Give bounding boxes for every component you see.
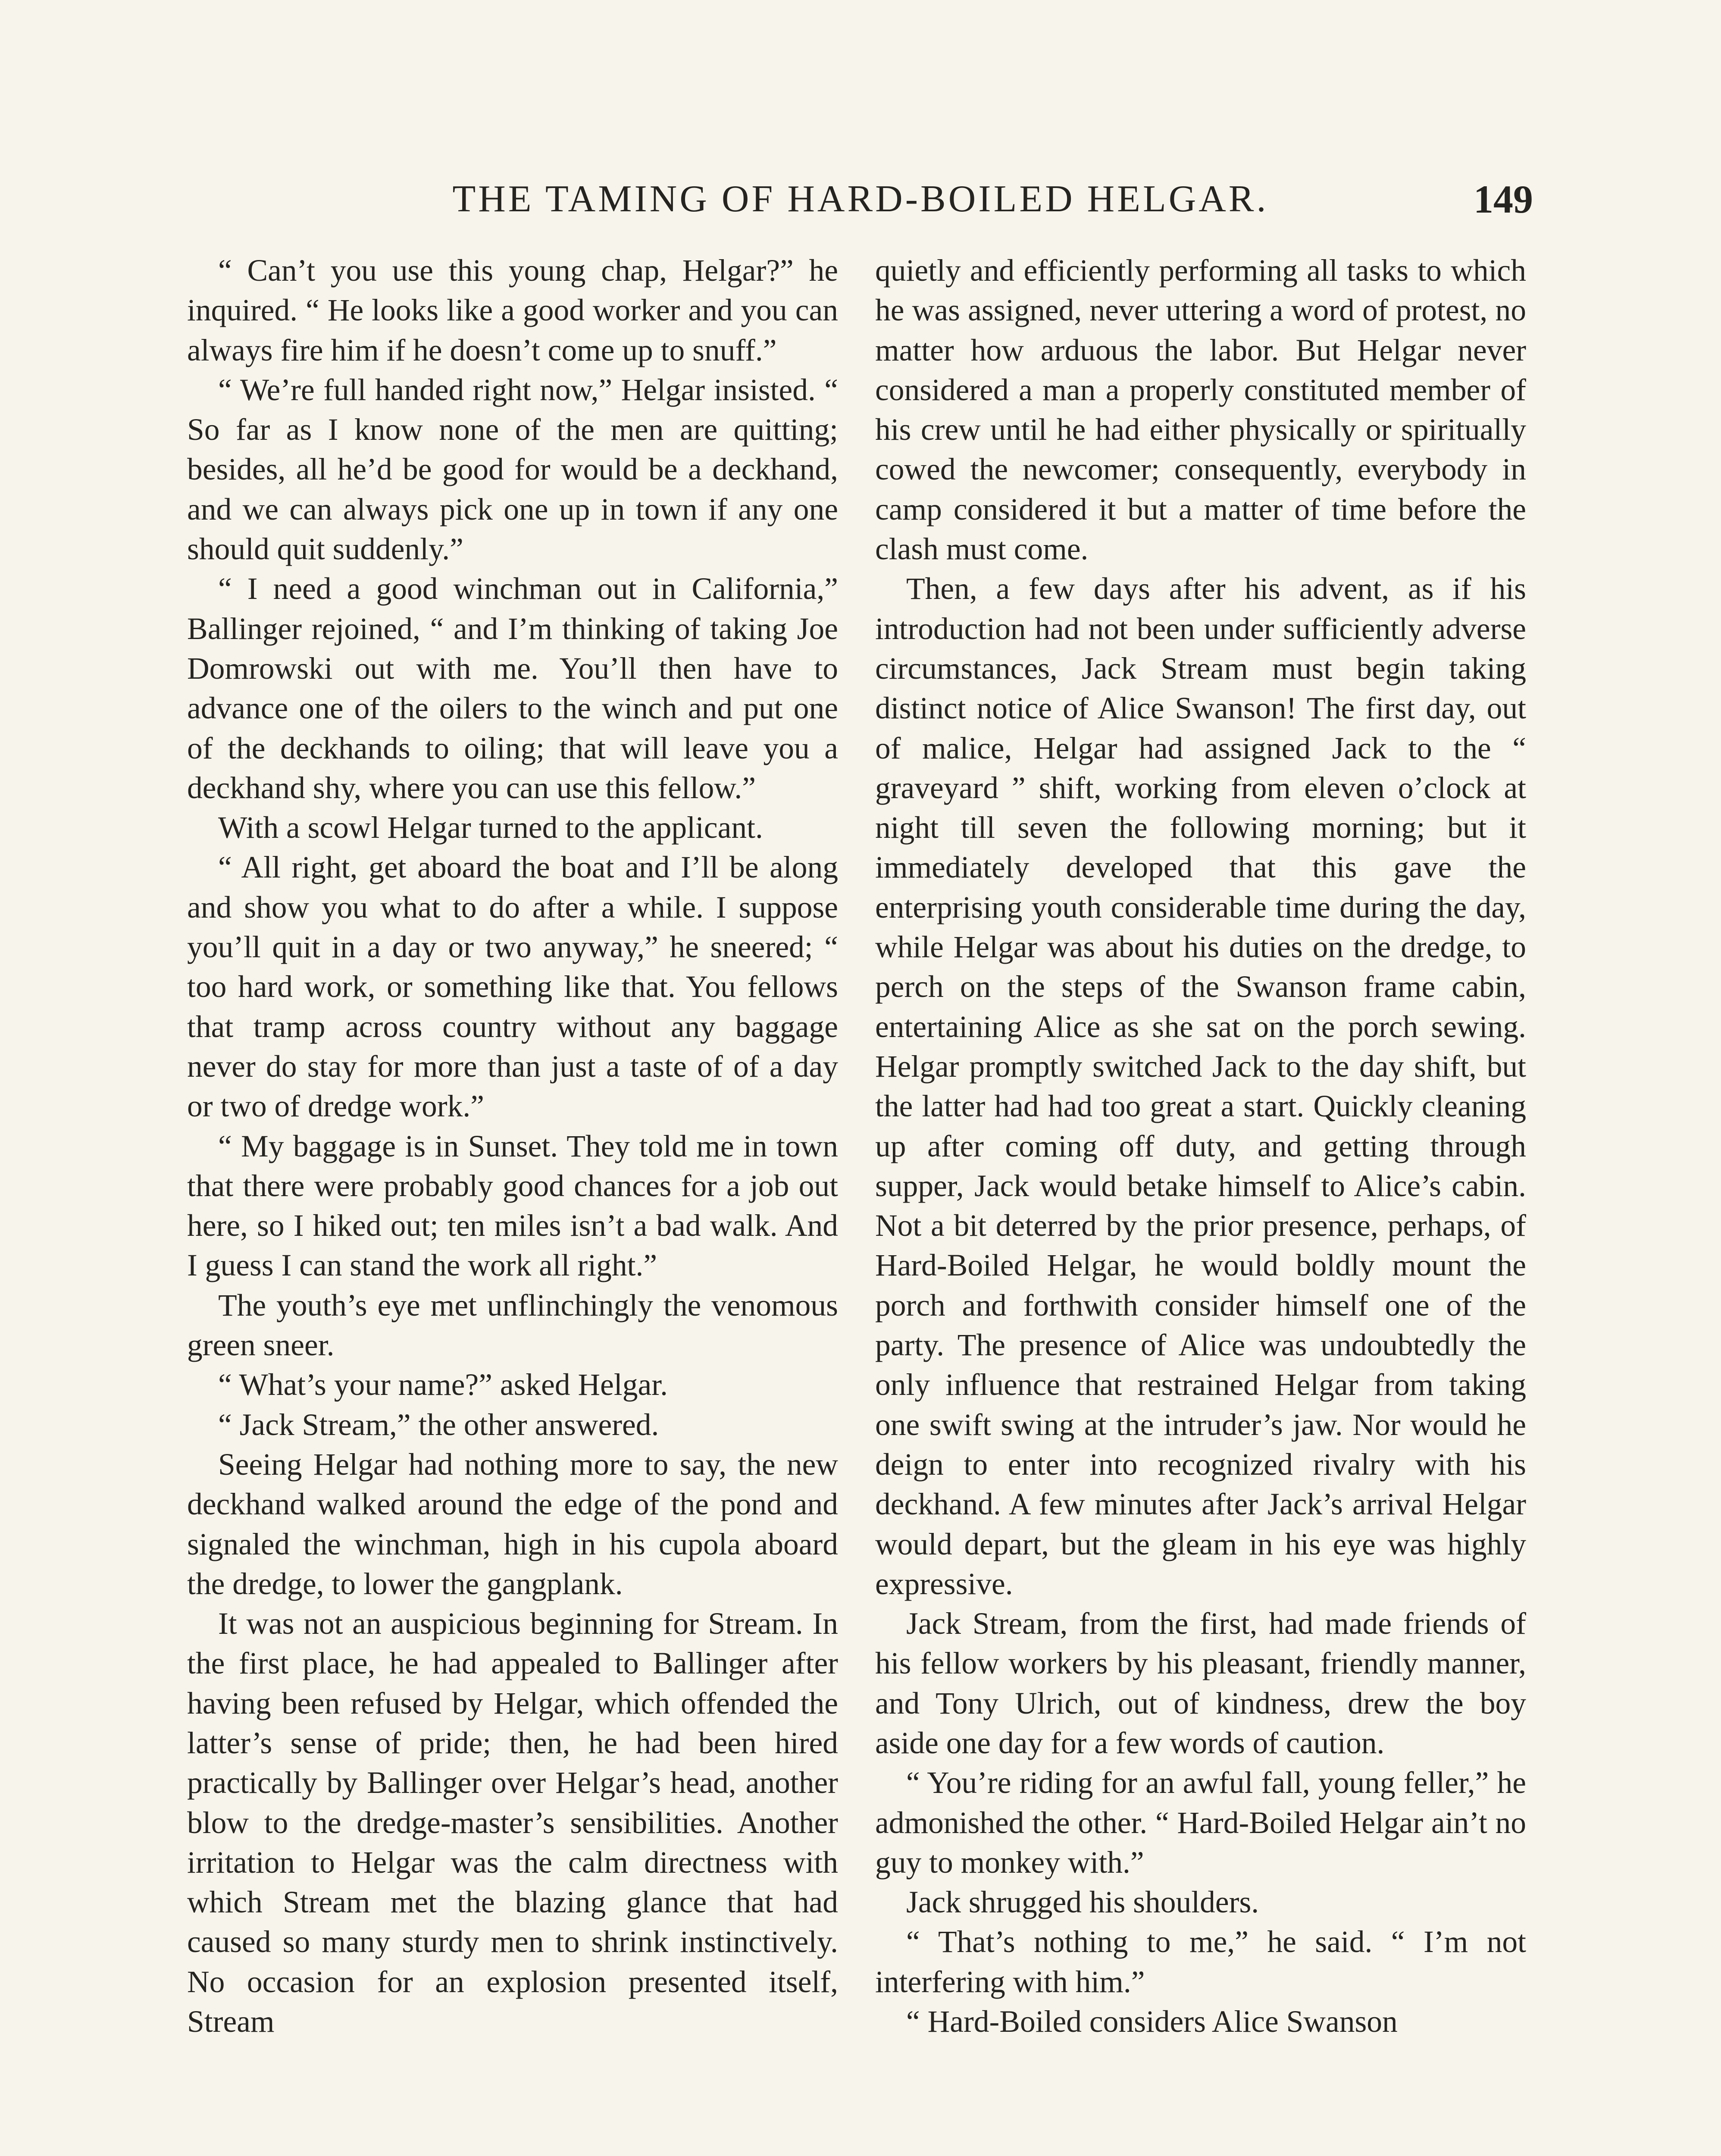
- paragraph-continued: quietly and efficiently performing all tasks to which he was assigned, never uttering a word of protest, no matter how arduous the labor. But Helgar never considered a man a properly constituted member of his crew until he had either physically or spiritually cowed the newcomer; consequently, everybody in camp considered it but a matter of time before the clash must come.: [875, 254, 1526, 567]
- paragraph: “ You’re riding for an awful fall, young feller,” he admonished the other. “ Hard-Boiled Helgar ain’t no guy to monkey with.”: [875, 1766, 1526, 1880]
- paragraph: Then, a few days after his advent, as if his introduction had not been under sufficiently adverse circumstances, Jack Stream must begin taking distinct notice of Alice Swanson! The first day, out of malice, Helgar had assigned Jack to the “ graveyard ” shift, working from eleven o’clock at night till seven the following morning; but it immediately developed that this gave the enterprising youth considerable time during the day, while Helgar was about his duties on the dredge, to perch on the steps of the Swanson frame cabin, entertaining Alice as she sat on the porch sewing. Helgar promptly switched Jack to the day shift, but the latter had had too great a start. Quickly cleaning up after coming off duty, and getting through supper, Jack would betake himself to Alice’s cabin. Not a bit deterred by the prior presence, perhaps, of Hard-Boiled Helgar, he would boldly mount the porch and forthwith consider himself one of the party. The presence of Alice was undoubtedly the only influence that restrained Helgar from taking one swift swing at the intruder’s jaw. Nor would he deign to enter into recognized rivalry with his deckhand. A few minutes after Jack’s arrival Helgar would depart, but the gleam in his eye was highly expressive.: [875, 572, 1526, 1601]
- left-column: [187, 251, 838, 2042]
- paragraph: With a scowl Helgar turned to the applicant.: [218, 811, 763, 845]
- paragraph: “ What’s your name?” asked Helgar.: [218, 1368, 668, 1402]
- paragraph: Jack shrugged his shoulders.: [906, 1885, 1259, 1920]
- paragraph: Jack Stream, from the first, had made friends of his fellow workers by his pleasant, friendly manner, and Tony Ulrich, out of kindness, drew the boy aside one day for a few words of caution.: [875, 1607, 1526, 1760]
- paragraph: “ Jack Stream,” the other answered.: [218, 1407, 659, 1442]
- running-header: [188, 173, 1533, 225]
- paragraph: “ My baggage is in Sunset. They told me in town that there were probably good chances for a job out here, so I hiked out; ten miles isn’t a bad walk. And I guess I can stand the work all right.”: [187, 1129, 838, 1283]
- paragraph: “ I need a good winchman out in California,” Ballinger rejoined, “ and I’m thinking of taking Joe Domrowski out with me. You’ll then have to advance one of the oilers to the winch and put one of the deckhands to oiling; that will leave you a deckhand shy, where you can use this fellow.”: [187, 572, 838, 805]
- page-number: 149: [1474, 177, 1533, 221]
- paragraph: Seeing Helgar had nothing more to say, the new deckhand walked around the edge of the pond and signaled the winchman, high in his cupola aboard the dredge, to lower the gangplank.: [187, 1447, 838, 1601]
- right-column: [875, 251, 1526, 2042]
- paragraph: “ Can’t you use this young chap, Helgar?” he inquired. “ He looks like a good worker and you can always fire him if he doesn’t come up to snuff.”: [187, 254, 838, 367]
- paragraph: The youth’s eye met unflinchingly the venomous green sneer.: [187, 1288, 838, 1363]
- paragraph: “ That’s nothing to me,” he said. “ I’m not interfering with him.”: [875, 1925, 1526, 1999]
- paragraph: “ All right, get aboard the boat and I’ll be along and show you what to do after a while. I suppose you’ll quit in a day or two anyway,” he sneered; “ too hard work, or something like that. You fellows that tramp across country without any baggage never do stay for more than just a taste of of a day or two of dredge work.”: [187, 850, 838, 1124]
- paragraph: “ We’re full handed right now,” Helgar insisted. “ So far as I know none of the men are quitting; besides, all he’d be good for would be a deckhand, and we can always pick one up in town if any one should quit suddenly.”: [187, 373, 838, 567]
- running-title: THE TAMING OF HARD-BOILED HELGAR.: [452, 178, 1269, 220]
- paragraph: It was not an auspicious beginning for Stream. In the first place, he had appealed to Ballinger after having been refused by Helgar, which offended the latter’s sense of pride; then, he had been hired practically by Ballinger over Helgar’s head, another blow to the dredge-master’s sensibilities. Another irritation to Helgar was the calm directness with which Stream met the blazing glance that had caused so many sturdy men to shrink instinctively. No occasion for an explosion presented itself, Stream: [187, 1607, 838, 2039]
- paragraph: “ Hard-Boiled considers Alice Swanson: [906, 2005, 1398, 2039]
